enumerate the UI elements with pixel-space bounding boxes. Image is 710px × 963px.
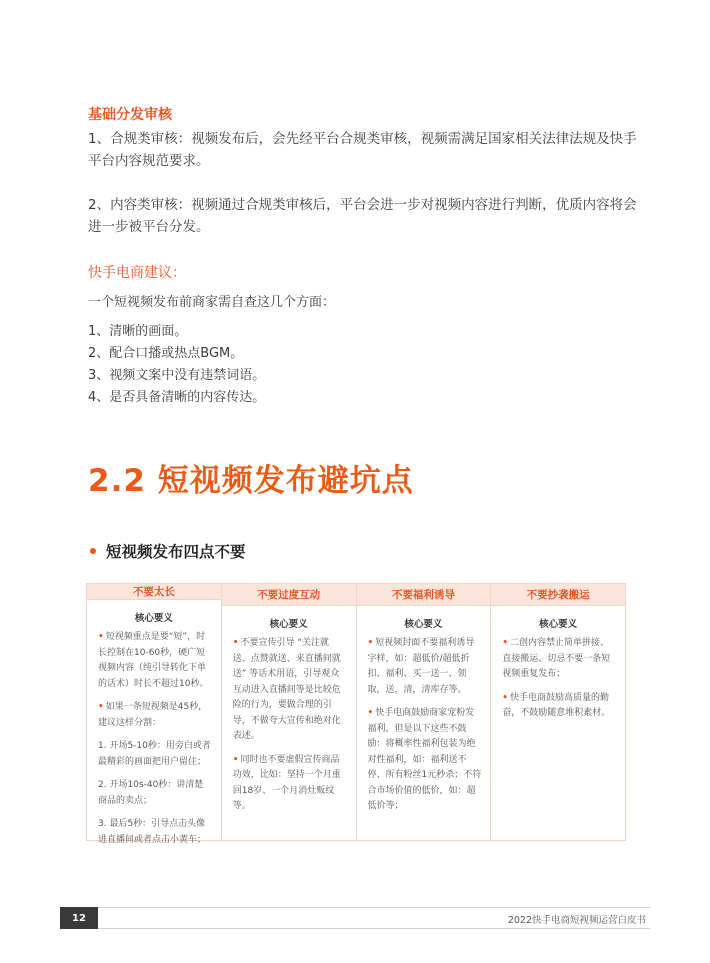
section-title-basic-review: 基础分发审核	[88, 107, 172, 123]
table-item: 1. 开场5-10秒：用旁白或者最精彩的画面把用户留住；	[98, 741, 211, 767]
table-item: • 不要宣传引导 “关注就送、点赞就送、来直播间就送” 等话术用语，引导观众互动进入直播间等是比较危险的行为，要做合理的引导，不做夸大宣传和绝对化表述。	[232, 638, 341, 741]
chapter-title: 2.2 短视频发布避坑点	[88, 463, 414, 499]
column-subheader: 核心要义	[404, 619, 443, 630]
page-footer	[60, 907, 650, 929]
advice-item: 1、清晰的画面。	[88, 324, 188, 339]
column-subheader: 核心要义	[134, 613, 173, 624]
table-column	[222, 584, 357, 840]
advice-item: 4、是否具备清晰的内容传达。	[88, 390, 266, 405]
paragraph-compliance-review: 1、合规类审核：视频发布后，会先经平台合规类审核，视频需满足国家相关法律法规及快手平台内容规范要求。	[88, 131, 637, 169]
column-subheader: 核心要义	[539, 619, 578, 630]
table-column	[491, 584, 625, 840]
column-subheader: 核心要义	[269, 619, 308, 630]
table-item: • 同时也不要虚假宣传商品功效，比如：坚持一个月重回18岁、一个月消灶贩纹等。	[232, 754, 341, 811]
bullet-dot-icon	[90, 548, 96, 554]
advice-item: 3、视频文案中没有违禁词语。	[88, 368, 266, 383]
advice-item: 2、配合口播或热点BGM。	[88, 346, 244, 361]
subhead-label: 短视频发布四点不要	[106, 543, 246, 561]
advice-intro: 一个短视频发布前商家需自查这几个方面：	[88, 295, 336, 310]
table-item: • 快手电商鼓励商家宠粉发福利，但是以下这些不鼓励：将概率性福利包装为绝对性福利，如：福利送不停、所有粉丝1元秒杀；不符合市场价值的低价，如：超低价等；	[367, 708, 482, 811]
table-column	[87, 584, 222, 845]
column-header: 不要福利诱导	[357, 584, 491, 606]
advice-title: 快手电商建议：	[88, 265, 186, 281]
table-item: • 如果一条短视频是45秒，建议这样分割：	[98, 702, 208, 728]
column-header: 不要太长	[87, 584, 221, 600]
four-donts-table	[86, 583, 626, 845]
table-item: 3. 最后5秒：引导点击头像进直播间或者点击小黄车；	[98, 819, 207, 845]
table-item: • 快手电商鼓励高质量的勤奋，不鼓励随意堆积素材。	[502, 692, 611, 718]
document-title: 2022快手电商短视频运营白皮书	[507, 915, 646, 926]
table-column	[357, 584, 492, 840]
column-header: 不要抄袭搬运	[491, 584, 625, 606]
paragraph-content-review: 2、内容类审核：视频通过合规类审核后，平台会进一步对视频内容进行判断，优质内容将会进一步被平台分发。	[88, 197, 637, 235]
table-item: 2. 开场10s-40秒：讲清楚商品的卖点；	[98, 780, 204, 806]
subhead	[90, 540, 246, 562]
column-header: 不要过度互动	[222, 584, 356, 606]
table-item: • 短视频封面不要福利诱导字样，如：超低价/超低折扣、福利、买一送一、领取，送，清，清库存等。	[367, 638, 475, 695]
page-number: 12	[60, 907, 98, 929]
table-item: • 二创内容禁止简单拼接、直接搬运、切忌不要一条短视频重复发布；	[502, 638, 611, 679]
table-item: • 短视频重点是要“短”，时长控制在10-60秒，硬广短视频内容（纯引导转化下单的话术）时长不超过10秒。	[98, 632, 209, 689]
